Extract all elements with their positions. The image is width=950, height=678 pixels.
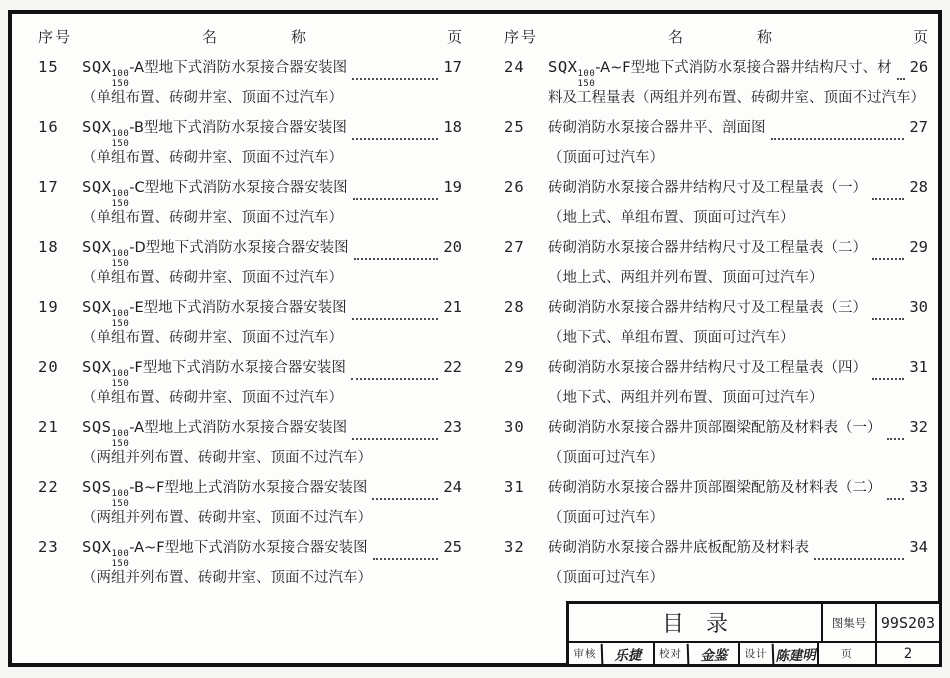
dot-leader (352, 138, 438, 140)
item-model-code: SQX 100 150 (82, 358, 130, 389)
item-number: 15 (38, 58, 59, 76)
header-name-char-a: 名 (201, 28, 219, 46)
item-page-number: 28 (909, 178, 928, 196)
item-page-number: 34 (909, 538, 928, 556)
toc-item (504, 176, 928, 236)
item-title (82, 356, 346, 390)
item-subtitle: （地上式、单组布置、顶面可过汽车） (548, 210, 795, 226)
toc-item-sub-line (504, 386, 928, 416)
model-size-top: 100 (111, 309, 130, 319)
item-subtitle: （两组并列布置、砖砌井室、顶面不过汽车） (82, 450, 372, 466)
toc-item-sub-line (38, 386, 462, 416)
item-number: 18 (38, 238, 59, 256)
proofread-signature: 金鉴 (686, 642, 738, 665)
item-title (82, 176, 348, 210)
toc-item (504, 356, 928, 416)
item-page-number: 32 (909, 418, 928, 436)
dot-leader (351, 378, 438, 380)
item-page-number: 20 (443, 238, 462, 256)
item-title (548, 476, 882, 497)
header-name-char-b: 称 (757, 28, 775, 46)
toc-item-sub-line (504, 446, 928, 476)
item-number: 21 (38, 418, 59, 436)
item-number: 24 (504, 58, 525, 76)
dot-leader (352, 78, 438, 80)
toc-item-main-line (504, 356, 928, 386)
item-number: 19 (38, 298, 59, 316)
item-subtitle: （单组布置、砖砌井室、顶面不过汽车） (82, 270, 343, 286)
review-label: 审核 (573, 648, 597, 660)
model-size-bottom: 150 (577, 78, 596, 89)
item-subtitle: （单组布置、砖砌井室、顶面不过汽车） (82, 390, 343, 406)
item-title-text: -F型地下式消防水泵接合器安装图 (129, 360, 346, 376)
item-subtitle: （单组布置、砖砌井室、顶面不过汽车） (82, 210, 343, 226)
item-subtitle: （单组布置、砖砌井室、顶面不过汽车） (82, 150, 343, 166)
model-size-top: 100 (111, 129, 130, 139)
item-subtitle: （地上式、两组并列布置、顶面可过汽车） (548, 270, 824, 286)
item-page-number: 19 (443, 178, 462, 196)
item-subtitle: （两组并列布置、砖砌井室、顶面不过汽车） (82, 570, 372, 586)
toc-item-main-line (504, 296, 928, 326)
item-page-number: 23 (443, 418, 462, 436)
header-name-char-b: 称 (291, 28, 309, 46)
item-title (548, 236, 867, 257)
item-model-code: SQX 100 150 (548, 58, 596, 89)
title-block-bottom-row (569, 641, 939, 664)
dot-leader (887, 498, 905, 500)
model-size-top: 100 (111, 189, 130, 199)
toc-item-sub-line (38, 326, 462, 356)
item-title (82, 236, 349, 270)
item-title (548, 296, 867, 317)
toc-item-sub-line (38, 566, 462, 596)
dot-leader (897, 78, 905, 80)
toc-column-left (38, 26, 462, 596)
item-title-text: 砖砌消防水泵接合器井结构尺寸及工程量表（一） (548, 180, 867, 196)
title-block-top-row (569, 604, 939, 641)
toc-item (38, 476, 462, 536)
item-number: 26 (504, 178, 525, 196)
toc-item (38, 296, 462, 356)
toc-item-sub-line (38, 266, 462, 296)
item-page-number: 31 (909, 358, 928, 376)
toc-item-sub-line (504, 206, 928, 236)
item-page-number: 30 (909, 298, 928, 316)
item-model-code: SQX 100 150 (82, 178, 130, 209)
item-page-number: 24 (443, 478, 462, 496)
toc-item-main-line (504, 56, 929, 89)
dot-leader (353, 198, 439, 200)
item-title-text: 砖砌消防水泵接合器井结构尺寸及工程量表（四） (548, 360, 867, 376)
toc-item-sub-line (38, 506, 462, 536)
model-size-top: 100 (111, 549, 130, 559)
column-header (38, 26, 462, 56)
toc-item-main-line (504, 416, 928, 446)
model-size-bottom: 150 (111, 78, 130, 89)
item-page-number: 25 (443, 538, 462, 556)
item-page-number: 17 (443, 58, 462, 76)
item-subtitle: （单组布置、砖砌井室、顶面不过汽车） (82, 90, 343, 106)
item-title-text: 砖砌消防水泵接合器井顶部圈梁配筋及材料表（二） (548, 480, 882, 496)
item-subtitle: （顶面可过汽车） (548, 570, 664, 586)
dot-leader (872, 318, 904, 320)
page-number: 2 (875, 643, 939, 664)
item-model-code: SQX 100 150 (82, 58, 130, 89)
toc-item (504, 116, 928, 176)
toc-item (504, 476, 928, 536)
toc-item-main-line (38, 56, 462, 89)
item-title-text: 砖砌消防水泵接合器井结构尺寸及工程量表（二） (548, 240, 867, 256)
model-size-top: 100 (577, 69, 596, 79)
item-page-number: 33 (909, 478, 928, 496)
item-title (548, 416, 882, 437)
item-number: 30 (504, 418, 525, 436)
page-label: 页 (817, 643, 875, 664)
item-number: 16 (38, 118, 59, 136)
dot-leader (352, 438, 438, 440)
item-subtitle: （地下式、两组并列布置、顶面可过汽车） (548, 390, 824, 406)
item-subtitle: （顶面可过汽车） (548, 510, 664, 526)
model-size-top: 100 (111, 249, 130, 259)
page-border-frame (8, 10, 942, 667)
item-title (82, 56, 347, 90)
item-model-code: SQX 100 150 (82, 118, 130, 149)
item-title (82, 536, 368, 570)
header-page-label: 页 (446, 28, 462, 46)
toc-item-sub-line (38, 206, 462, 236)
toc-item-sub-line (504, 566, 928, 596)
item-title-text: -B~F型地上式消防水泵接合器安装图 (129, 480, 368, 496)
dot-leader (872, 258, 904, 260)
toc-item-main-line (38, 416, 462, 449)
toc-item-sub-line (38, 146, 462, 176)
item-number: 25 (504, 118, 525, 136)
item-title-text: -A型地下式消防水泵接合器安装图 (129, 60, 348, 76)
item-title (548, 116, 766, 137)
item-title-text: 砖砌消防水泵接合器井结构尺寸及工程量表（三） (548, 300, 867, 316)
toc-item (504, 56, 928, 116)
item-title-text: -E型地下式消防水泵接合器安装图 (129, 300, 347, 316)
model-size-top: 100 (111, 369, 130, 379)
item-subtitle: （两组并列布置、砖砌井室、顶面不过汽车） (82, 510, 372, 526)
item-number: 32 (504, 538, 525, 556)
header-name-label (82, 26, 428, 47)
item-number: 29 (504, 358, 525, 376)
item-number: 17 (38, 178, 59, 196)
item-page-number: 22 (443, 358, 462, 376)
item-title (548, 176, 867, 197)
item-title-text: -B型地下式消防水泵接合器安装图 (129, 120, 347, 136)
item-title-text: -D型地下式消防水泵接合器安装图 (129, 240, 349, 256)
toc-item (38, 356, 462, 416)
model-size-bottom: 150 (111, 258, 130, 269)
dot-leader (373, 558, 439, 560)
dot-leader (352, 318, 439, 320)
item-title-text: -A型地上式消防水泵接合器安装图 (129, 420, 348, 436)
item-page-number: 21 (443, 298, 462, 316)
toc-item-main-line (38, 296, 462, 329)
item-page-number: 26 (909, 58, 929, 76)
dot-leader (372, 498, 438, 500)
item-title (82, 416, 347, 450)
toc-item (504, 536, 928, 596)
atlas-number: 99S203 (875, 604, 939, 641)
dot-leader (814, 558, 904, 560)
model-size-bottom: 150 (111, 498, 130, 509)
toc-item-sub-line (38, 446, 462, 476)
toc-column-right (504, 26, 928, 596)
toc-item-main-line (504, 236, 928, 266)
item-subtitle: （地下式、单组布置、顶面可过汽车） (548, 330, 795, 346)
dot-leader (872, 378, 904, 380)
item-title-text: -C型地下式消防水泵接合器安装图 (129, 180, 348, 196)
column-header (504, 26, 928, 56)
item-page-number: 18 (443, 118, 462, 136)
toc-title: 目 录 (661, 612, 728, 637)
item-model-code: SQX 100 150 (82, 538, 130, 569)
item-title (548, 356, 867, 377)
item-number: 31 (504, 478, 525, 496)
toc-item (38, 56, 462, 116)
toc-item-main-line (38, 116, 462, 149)
item-title (548, 56, 892, 90)
item-subtitle: （顶面可过汽车） (548, 450, 664, 466)
toc-item-sub-line (504, 86, 928, 116)
item-subtitle: 料及工程量表（两组并列布置、砖砌井室、顶面不过汽车） (548, 90, 925, 106)
toc-item (38, 116, 462, 176)
toc-item-main-line (504, 536, 928, 566)
toc-item (38, 176, 462, 236)
toc-item (504, 416, 928, 476)
toc-item-sub-line (38, 86, 462, 116)
item-model-code: SQS 100 150 (82, 478, 130, 509)
item-model-code: SQS 100 150 (82, 418, 130, 449)
dot-leader (771, 138, 905, 140)
header-name-char-a: 名 (667, 28, 685, 46)
toc-item (38, 236, 462, 296)
model-size-bottom: 150 (111, 558, 130, 569)
toc-item-main-line (38, 476, 462, 509)
model-size-bottom: 150 (111, 138, 130, 149)
toc-item-main-line (504, 176, 928, 206)
item-model-code: SQX 100 150 (82, 298, 130, 329)
model-size-bottom: 150 (111, 318, 130, 329)
model-size-top: 100 (111, 429, 130, 439)
dot-leader (872, 198, 904, 200)
toc-item-sub-line (504, 146, 928, 176)
toc-item-main-line (38, 356, 462, 389)
toc-item-sub-line (504, 266, 928, 296)
model-size-bottom: 150 (111, 378, 130, 389)
toc-item (504, 296, 928, 356)
item-number: 27 (504, 238, 525, 256)
header-serial-label: 序号 (504, 28, 539, 46)
toc-columns (12, 14, 938, 596)
toc-item (38, 536, 462, 596)
item-title-text: 砖砌消防水泵接合器井底板配筋及材料表 (548, 540, 809, 556)
toc-item-sub-line (504, 326, 928, 356)
dot-leader (354, 258, 439, 260)
item-model-code: SQX 100 150 (82, 238, 130, 269)
toc-item-main-line (504, 116, 928, 146)
item-number: 23 (38, 538, 59, 556)
item-title-text: -A~F型地下式消防水泵接合器安装图 (129, 540, 368, 556)
toc-item-sub-line (504, 506, 928, 536)
item-title-text: 砖砌消防水泵接合器井顶部圈梁配筋及材料表（一） (548, 420, 882, 436)
item-title (82, 116, 347, 150)
design-label: 设计 (738, 643, 772, 664)
title-block (566, 601, 942, 667)
item-subtitle: （单组布置、砖砌井室、顶面不过汽车） (82, 330, 343, 346)
model-size-bottom: 150 (111, 198, 130, 209)
item-title (82, 476, 367, 510)
review-signature: 乐捷 (601, 642, 653, 665)
toc-item-main-line (38, 236, 462, 269)
header-page-label: 页 (912, 28, 928, 46)
header-name-label (548, 26, 894, 47)
model-size-top: 100 (111, 69, 130, 79)
toc-item (504, 236, 928, 296)
item-title (82, 296, 347, 330)
item-number: 20 (38, 358, 59, 376)
item-page-number: 27 (909, 118, 928, 136)
item-page-number: 29 (909, 238, 928, 256)
item-subtitle: （顶面可过汽车） (548, 150, 664, 166)
item-title-text: 砖砌消防水泵接合器井平、剖面图 (548, 120, 766, 136)
toc-item (38, 416, 462, 476)
model-size-bottom: 150 (111, 438, 130, 449)
item-number: 28 (504, 298, 525, 316)
proofread-label: 校对 (653, 643, 687, 664)
header-serial-label: 序号 (38, 28, 73, 46)
toc-item-main-line (38, 536, 462, 569)
dot-leader (887, 438, 905, 440)
design-signature: 陈建明 (772, 642, 818, 665)
atlas-number-label: 图集号 (821, 604, 875, 641)
model-size-top: 100 (111, 489, 130, 499)
item-number: 22 (38, 478, 59, 496)
toc-item-main-line (504, 476, 928, 506)
item-title-text: -A~F型地下式消防水泵接合器井结构尺寸、材 (595, 60, 892, 76)
toc-item-main-line (38, 176, 462, 209)
item-title (548, 536, 809, 557)
